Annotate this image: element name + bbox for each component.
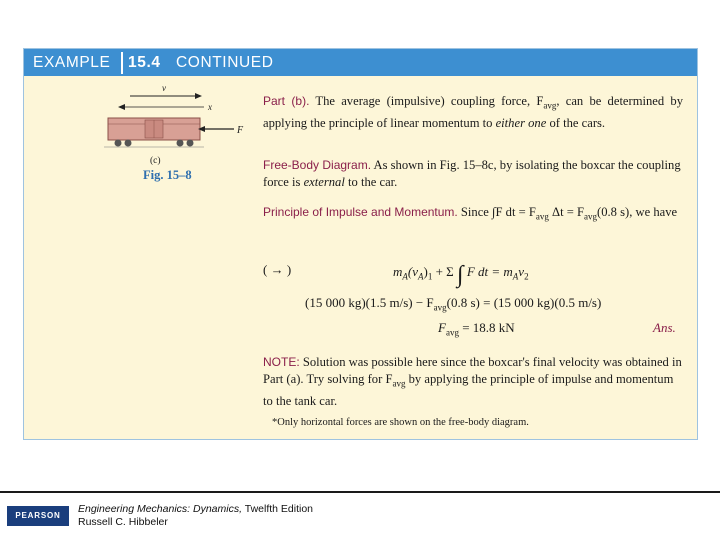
- force-label: F: [237, 125, 244, 136]
- eq-close-paren: ): [423, 264, 428, 279]
- principle-text-3: (0.8 s), we have: [597, 205, 678, 219]
- x-axis-label: x: [208, 102, 212, 112]
- direction-label: ( → ): [263, 262, 292, 277]
- eq-plus-sum: + Σ: [435, 264, 454, 279]
- banner-example-label: EXAMPLE: [33, 54, 111, 71]
- pearson-logo: PEARSON: [7, 506, 69, 526]
- eq2-left: (15 000 kg)(1.5 m/s) − F: [305, 295, 434, 310]
- note-text-2: by applying the principle of impulse and momentum to the tank car.: [263, 372, 674, 408]
- eq-velocity-sub: A: [418, 271, 424, 282]
- answer-label: Ans.: [653, 320, 676, 335]
- banner-continued-label: CONTINUED: [176, 54, 274, 71]
- example-banner: [24, 49, 697, 76]
- figure-sub-caption: (c): [150, 156, 161, 166]
- eq-state-sub: 1: [427, 271, 433, 282]
- part-b-text-2: , can be determined by applying the principle of linear momentum to: [263, 94, 684, 130]
- equation-left-side: [393, 262, 529, 289]
- eq2-subscript: avg: [433, 302, 447, 313]
- part-b-text: The average (impulsive) coupling force, F: [315, 94, 544, 108]
- fbd-paragraph: [263, 157, 683, 191]
- impulse-equation: [263, 258, 693, 288]
- part-b-text-3: of the cars.: [549, 115, 606, 130]
- footer-divider: [0, 491, 720, 493]
- eq-rhs-velocity: v: [518, 264, 525, 279]
- book-edition: Twelfth Edition: [244, 503, 314, 515]
- fbd-text: As shown in Fig. 15–8c, by isolating the boxcar the coupling force is: [263, 158, 681, 189]
- principle-subscript: avg: [535, 211, 549, 222]
- part-b-paragraph: [263, 93, 683, 132]
- eq-mass-sub: A: [402, 271, 408, 282]
- book-author: Russell C. Hibbeler: [78, 516, 168, 528]
- integral-icon: ∫: [457, 262, 464, 288]
- result-subscript: avg: [445, 327, 459, 338]
- velocity-label: v: [162, 83, 166, 93]
- numeric-equation: [305, 295, 705, 313]
- eq-integral-rhs: F dt = m: [466, 264, 513, 279]
- banner-divider: [121, 52, 123, 74]
- eq-mass: m: [393, 264, 403, 279]
- note-heading: NOTE:: [263, 355, 300, 369]
- fbd-text-2: to the car.: [348, 175, 398, 189]
- part-b-italic: either one: [495, 115, 547, 130]
- part-b-subscript: avg: [543, 100, 557, 111]
- result-value: = 18.8 kN: [462, 320, 515, 335]
- principle-text-2: Δt = F: [552, 205, 585, 219]
- book-credit: [78, 503, 313, 529]
- part-b-heading: Part (b).: [263, 94, 310, 108]
- figure-caption: Fig. 15–8: [143, 168, 192, 182]
- note-paragraph: [263, 354, 683, 410]
- principle-paragraph: [263, 204, 683, 226]
- principle-subscript-2: avg: [584, 211, 598, 222]
- eq-velocity: (v: [407, 264, 418, 279]
- eq2-right: (0.8 s) = (15 000 kg)(0.5 m/s): [446, 295, 602, 310]
- note-text: Solution was possible here since the boxcar's final velocity was obtained in Part (a). Try solving for F: [263, 355, 682, 386]
- principle-text: Since ∫F dt = F: [460, 205, 536, 219]
- eq-rhs-velocity-sub: 2: [524, 271, 529, 282]
- eq-rhs-mass-sub: A: [512, 271, 519, 282]
- fbd-italic: external: [303, 175, 345, 189]
- book-title: Engineering Mechanics: Dynamics,: [78, 503, 242, 515]
- banner-example-number: 15.4: [128, 54, 161, 71]
- fbd-heading: Free-Body Diagram.: [263, 158, 372, 172]
- result-force: F: [438, 320, 446, 335]
- note-subscript: avg: [392, 378, 406, 389]
- footnote: *Only horizontal forces are shown on the free-body diagram.: [272, 417, 529, 428]
- principle-heading: Principle of Impulse and Momentum.: [263, 205, 458, 219]
